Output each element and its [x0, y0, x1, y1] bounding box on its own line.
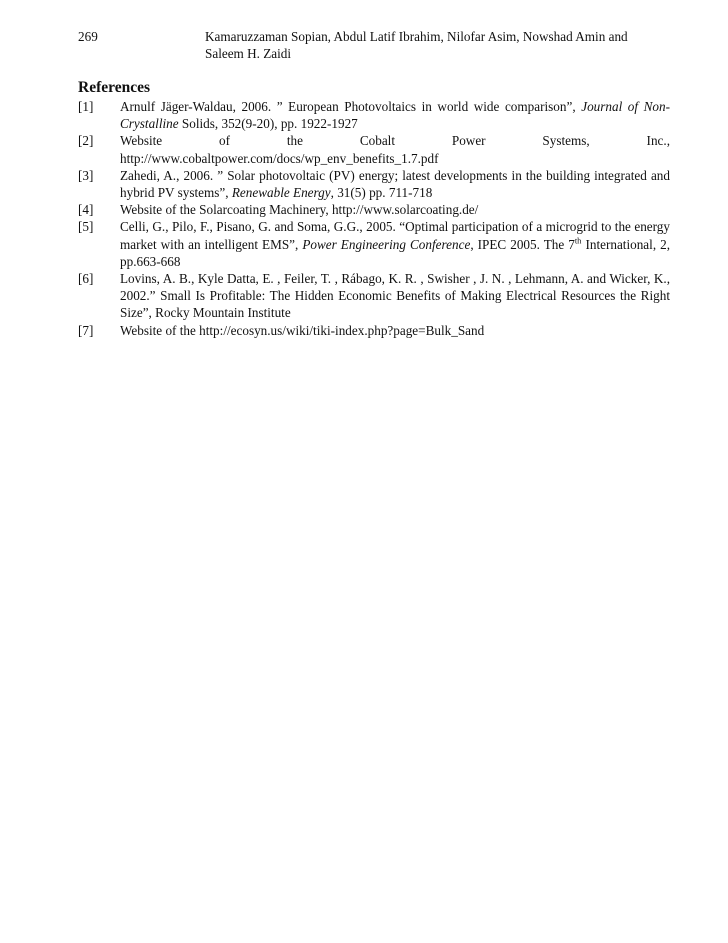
reference-label: [4] [78, 202, 94, 218]
reference-journal: Journal of Non-Crystalline [120, 99, 671, 132]
header-authors [205, 28, 670, 62]
superscript: th [574, 235, 582, 246]
reference-item-4 [78, 201, 670, 218]
reference-list [78, 98, 670, 339]
reference-item-2 [78, 132, 670, 166]
reference-label: [6] [78, 271, 94, 287]
reference-label: [5] [78, 219, 94, 235]
reference-text [120, 218, 670, 270]
reference-label: [2] [78, 133, 94, 149]
header-authors-line-1: Kamaruzzaman Sopian, Abdul Latif Ibrahim, Nilofar Asim, Nowshad Amin and [205, 29, 628, 44]
running-header [78, 28, 670, 62]
reference-text-part: Solids, 352(9-20), pp. 1922-1927 [181, 116, 358, 132]
reference-item-1 [78, 98, 670, 132]
reference-item-6 [78, 270, 670, 322]
reference-label: [1] [78, 99, 94, 114]
reference-item-5 [78, 218, 670, 270]
reference-text-part: International, 2, pp.663-668 [120, 236, 671, 269]
reference-text: Website of the http://ecosyn.us/wiki/tiki-index.php?page=Bulk_Sand [120, 322, 485, 338]
header-authors-line-2: Saleem H. Zaidi [205, 46, 292, 61]
document-page [78, 28, 670, 339]
reference-text [120, 132, 670, 166]
reference-label: [3] [78, 167, 94, 183]
reference-line: Website of the Cobalt Power Systems, Inc., [120, 133, 670, 149]
reference-text-part: Zahedi, A., 2006. ” Solar photovoltaic (PV) energy; latest developments in the building integrated and hybrid PV systems”, [120, 167, 670, 201]
reference-text [120, 167, 670, 201]
reference-text: Lovins, A. B., Kyle Datta, E. , Feiler, T. , Rábago, K. R. , Swisher , J. N. , Lehmann, A. and Wicker, K., 2002.” Small Is Profitable: The Hidden Economic Benefits of Making Electrical Resources the Right Size”, Rocky Mountain Institute [120, 271, 670, 321]
reference-text-part: , IPEC 2005. The 7 [470, 236, 575, 252]
reference-url: http://www.cobaltpower.com/docs/wp_env_benefits_1.7.pdf [120, 150, 439, 166]
reference-journal: Renewable Energy [231, 185, 331, 201]
reference-text-part: , 31(5) pp. 711-718 [330, 185, 433, 201]
reference-item-3 [78, 167, 670, 201]
reference-text-part: Arnulf Jäger-Waldau, 2006. ” European Photovoltaics in world wide comparison”, [120, 99, 576, 114]
reference-text [120, 98, 670, 132]
page-number: 269 [78, 29, 98, 44]
reference-text-part: Celli, G., Pilo, F., Pisano, G. and Soma, G.G., 2005. “Optimal participation of a microgrid to the energy market with an intelligent EMS”, [120, 219, 670, 252]
reference-journal: Power Engineering Conference [302, 236, 471, 252]
references-heading: References [78, 79, 151, 96]
reference-label: [7] [78, 322, 94, 338]
reference-text: Website of the Solarcoating Machinery, http://www.solarcoating.de/ [120, 202, 479, 218]
reference-item-7 [78, 322, 670, 339]
